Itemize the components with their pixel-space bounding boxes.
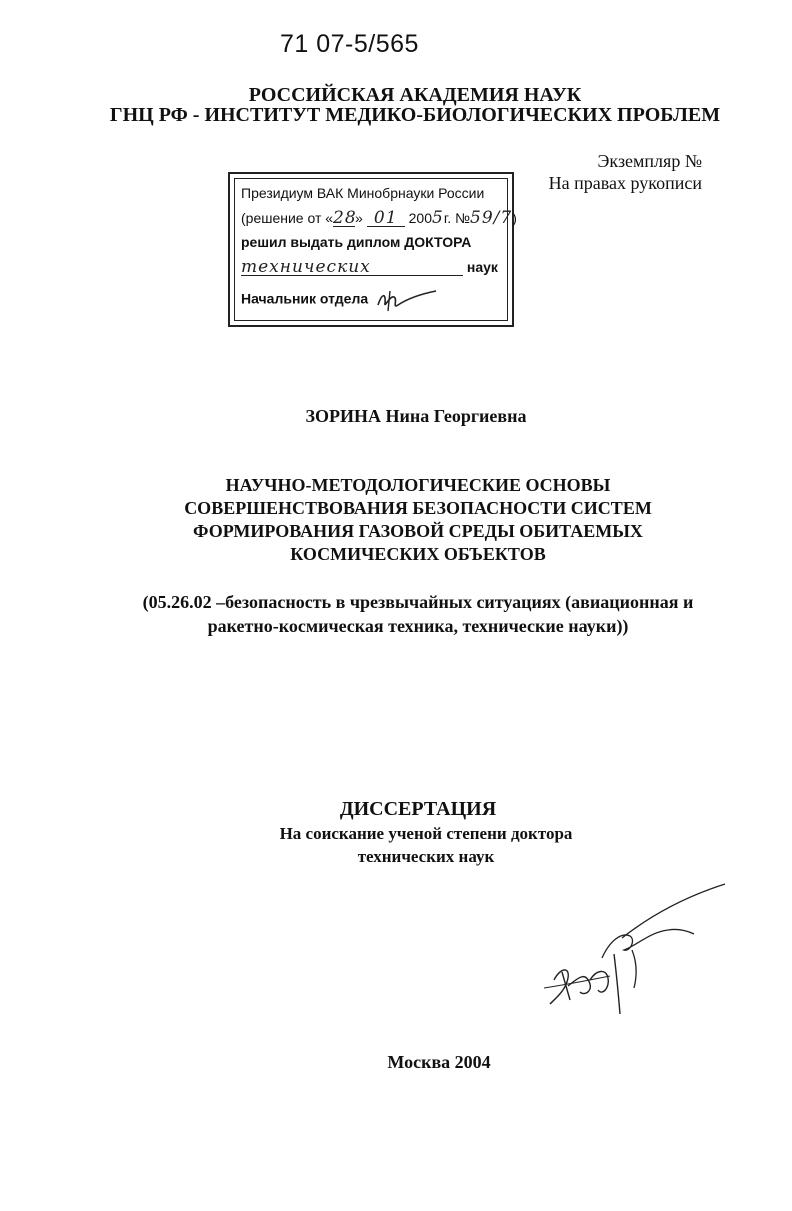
stamp-number-label: г. № — [443, 210, 471, 226]
author-signature-icon — [540, 880, 730, 1020]
specialty-line: ракетно-космическая техника, технические науки)) — [207, 616, 629, 636]
stamp-inner-frame — [234, 178, 517, 321]
stamp-head-label: Начальник отдела — [241, 290, 369, 307]
document-type: ДИССЕРТАЦИЯ — [339, 798, 497, 820]
city-year: Москва 2004 — [387, 1052, 491, 1072]
stamp-line-diploma: решил выдать диплом ДОКТОРА — [241, 234, 472, 250]
title-line: КОСМИЧЕСКИХ ОБЪЕКТОВ — [290, 544, 546, 564]
stamp-line-field — [241, 259, 498, 276]
stamp-close: ) — [512, 210, 517, 226]
stamp-year-handwritten: 5 — [431, 208, 444, 228]
specialty-code — [0, 590, 792, 638]
stamp-line-presidium: Президиум ВАК Минобрнауки России — [241, 185, 485, 201]
catalog-number: 71 07-5/565 — [280, 30, 419, 58]
copy-info — [520, 150, 702, 194]
vak-stamp — [228, 172, 517, 327]
degree-line: На соискание ученой степени доктора — [279, 824, 573, 843]
stamp-sep: » — [355, 210, 363, 226]
stamp-field-handwritten: технических — [241, 260, 463, 276]
stamp-number-handwritten: 59/7 — [470, 208, 513, 228]
degree-info — [0, 822, 792, 868]
stamp-field-suffix: наук — [466, 259, 498, 275]
organization-name: РОССИЙСКАЯ АКАДЕМИЯ НАУК — [248, 84, 582, 106]
specialty-line: (05.26.02 –безопасность в чрезвычайных ситуациях (авиационная и — [142, 592, 694, 612]
stamp-day-handwritten: 28 — [333, 208, 357, 228]
title-line: СОВЕРШЕНСТВОВАНИЯ БЕЗОПАСНОСТИ СИСТЕМ — [184, 498, 652, 518]
manuscript-rights-label: На правах рукописи — [548, 173, 702, 193]
title-line: НАУЧНО-МЕТОДОЛОГИЧЕСКИЕ ОСНОВЫ — [225, 475, 611, 495]
stamp-line-decision — [241, 208, 517, 228]
stamp-line-head — [241, 287, 442, 313]
stamp-year-prefix: 200 — [408, 210, 432, 226]
degree-line: технических наук — [357, 847, 495, 866]
stamp-signature-icon — [372, 287, 442, 313]
title-line: ФОРМИРОВАНИЯ ГАЗОВОЙ СРЕДЫ ОБИТАЕМЫХ — [193, 521, 643, 541]
stamp-decision-prefix: (решение от « — [241, 210, 334, 226]
copy-number-label: Экземпляр № — [597, 151, 702, 171]
institute-name: ГНЦ РФ - ИНСТИТУТ МЕДИКО-БИОЛОГИЧЕСКИХ ПРОБЛЕМ — [109, 104, 721, 126]
author-name: ЗОРИНА Нина Георгиевна — [305, 406, 527, 426]
dissertation-title — [0, 474, 792, 566]
stamp-month-handwritten: 01 — [367, 211, 405, 227]
